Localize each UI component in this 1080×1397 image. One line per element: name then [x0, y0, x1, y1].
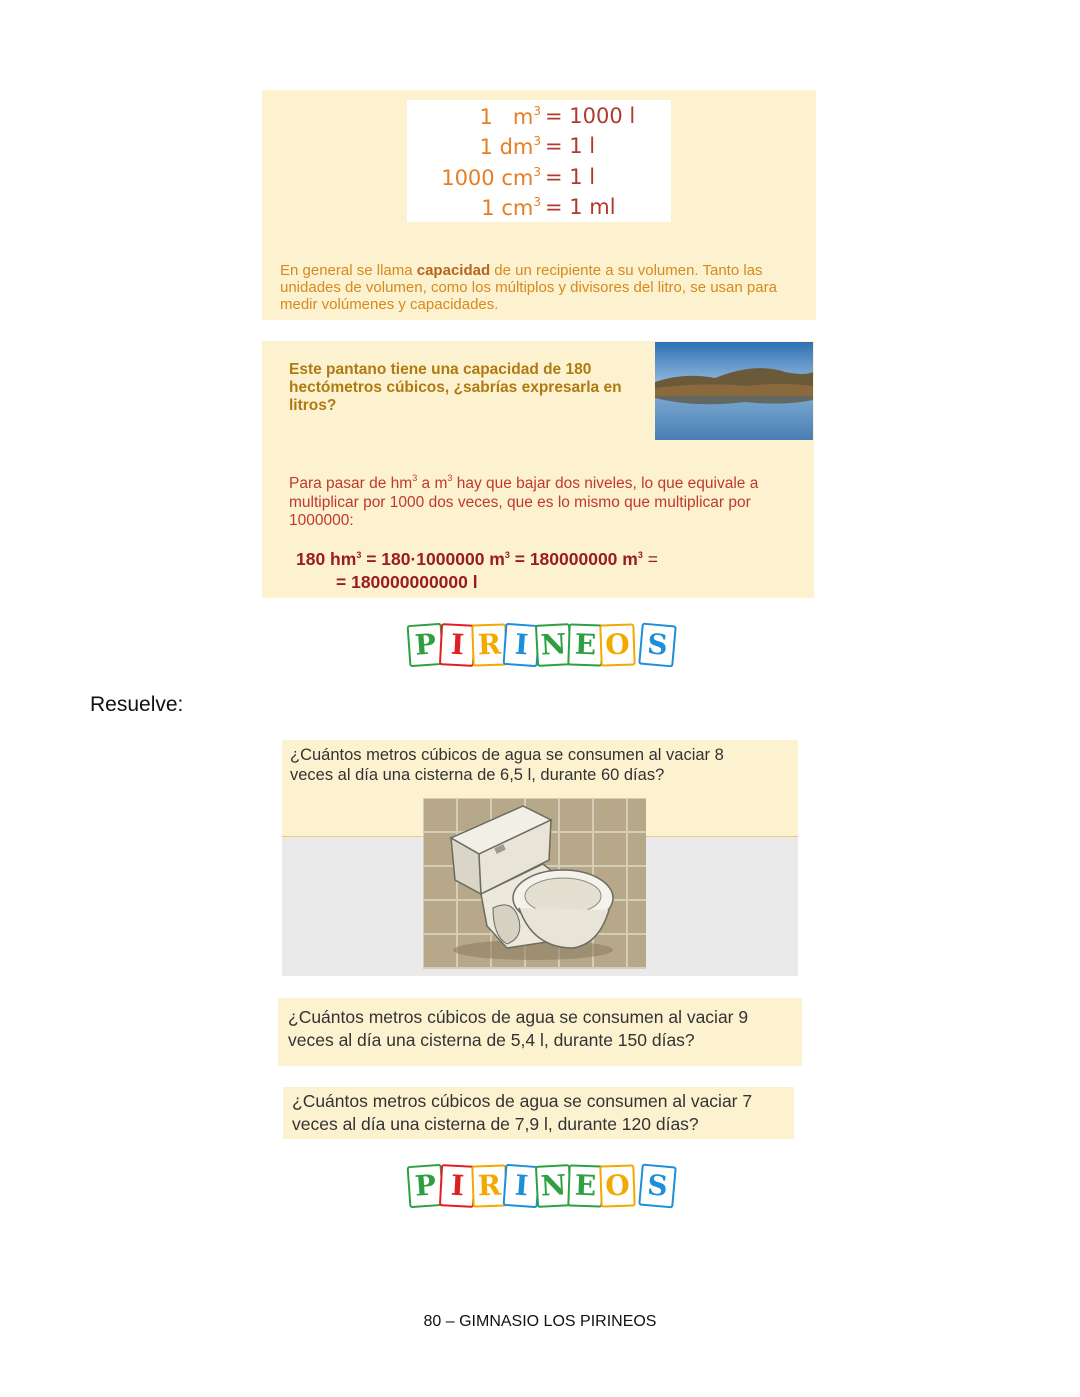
- logo-letter: E: [567, 623, 603, 666]
- logo-letter: I: [439, 623, 476, 667]
- resolve-heading: Resuelve:: [90, 693, 184, 716]
- logo-letter: S: [638, 1164, 677, 1209]
- logo-letter: S: [638, 623, 677, 668]
- exercise-card: [283, 1087, 794, 1139]
- exercise-question: ¿Cuántos metros cúbicos de agua se consumen al vaciar 8 veces al día una cisterna de 6,5 l, durante 60 días?: [290, 746, 724, 784]
- pirineos-logo: [408, 1165, 674, 1209]
- logo-letter: N: [535, 1164, 572, 1208]
- volume-capacity-box: [262, 90, 816, 320]
- logo-letter: P: [407, 623, 445, 667]
- equivalence-row: 1 $m^3$ = 1000 l: [479, 104, 636, 129]
- exercise-card: [282, 740, 798, 976]
- exercise-question: ¿Cuántos metros cúbicos de agua se consumen al vaciar 9 veces al día una cisterna de 5,4 l, durante 150 días?: [288, 1007, 749, 1050]
- logo-letter: R: [471, 1164, 507, 1207]
- logo-letter: E: [567, 1164, 603, 1207]
- equivalence-table: [407, 100, 671, 222]
- logo-letter: I: [439, 1164, 476, 1208]
- capacity-definition: En general se llama capacidad de un recipiente a su volumen. Tanto las unidades de volumen, como los múltiplos y divisores del litro, se usan para medir volúmenes y capacidades.: [280, 262, 777, 313]
- reservoir-explanation: Para pasar de $hm^3$ a $m^3$ hay que bajar dos niveles, lo que equivale a multiplicar por 1000 dos veces, que es lo mismo que multiplicar por 1000000:: [289, 473, 759, 529]
- reservoir-example-box: [262, 341, 814, 598]
- logo-letter: O: [599, 1164, 635, 1207]
- logo-letter: I: [503, 1164, 541, 1208]
- logo-letter: O: [599, 623, 635, 666]
- equivalence-row: 1 $dm^3$ = 1 l: [479, 134, 596, 159]
- equivalence-row: 1 $cm^3$ = 1 ml: [481, 195, 616, 220]
- reservoir-question: Este pantano tiene una capacidad de 180 hectómetros cúbicos, ¿sabrías expresarla en litros?: [289, 361, 622, 414]
- equivalence-row: 1000 $cm^3$ = 1 l: [441, 165, 596, 190]
- toilet-illustration: [423, 798, 646, 969]
- logo-letter: N: [535, 623, 572, 667]
- reservoir-photo: [655, 342, 813, 440]
- pirineos-logo: [408, 624, 674, 668]
- logo-letter: R: [471, 623, 507, 666]
- exercise-card: [278, 998, 802, 1066]
- logo-letter: I: [503, 623, 541, 667]
- reservoir-calculation: 180 $hm^3 = 180\cdot 1000000$ $m^3 = 180000000$ $m^3$ = = 180000000000 l: [296, 549, 658, 592]
- logo-letter: P: [407, 1164, 445, 1208]
- exercise-question: ¿Cuántos metros cúbicos de agua se consumen al vaciar 7 veces al día una cisterna de 7,9 l, durante 120 días?: [292, 1091, 753, 1134]
- page-footer: 80 – GIMNASIO LOS PIRINEOS: [423, 1313, 657, 1330]
